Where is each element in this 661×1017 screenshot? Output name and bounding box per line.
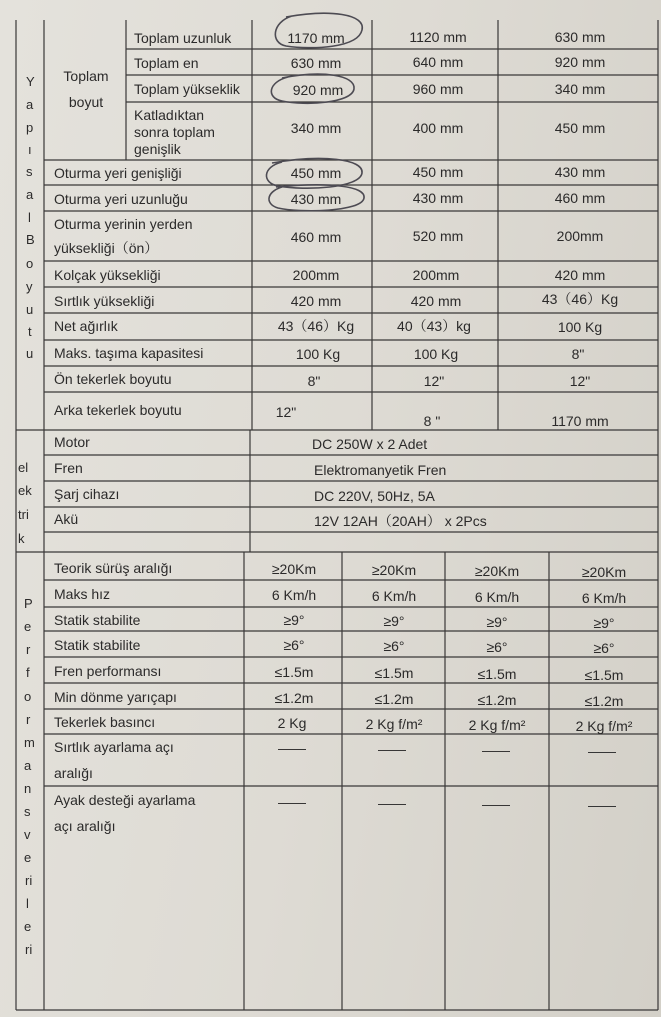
cell-value: —— [588, 797, 616, 813]
cell-value: 400 mm [412, 120, 464, 136]
cell-value: ≥6° [486, 639, 508, 655]
section-letter: ek [18, 483, 32, 498]
cell-value: 920 mm [554, 54, 606, 70]
section-letter: l [26, 896, 29, 911]
cell-value: 430 mm [290, 191, 342, 207]
cell-value: 200mm [412, 267, 460, 283]
row-label: Min dönme yarıçapı [54, 689, 177, 705]
section-letter: o [24, 689, 32, 704]
cell-value: 12V 12AH（20AH） x 2Pcs [314, 513, 487, 529]
cell-value: 6 Km/h [371, 588, 417, 604]
section-letter: k [18, 531, 25, 546]
section-letter: a [24, 758, 32, 773]
cell-value: 450 mm [290, 165, 342, 181]
row-label: Statik stabilite [54, 612, 141, 628]
row-label: Fren performansı [54, 663, 162, 679]
cell-value: ≤1.2m [477, 692, 517, 708]
section-letter: Y [26, 74, 35, 89]
cell-value: 630 mm [554, 29, 606, 45]
cell-value: —— [588, 743, 616, 759]
cell-value: 420 mm [410, 293, 462, 309]
row-label: Oturma yeri uzunluğu [54, 191, 188, 207]
cell-value: ≥20Km [371, 562, 417, 578]
cell-value: ≤1.5m [477, 666, 517, 682]
section-letter: e [24, 919, 32, 934]
cell-value: 100 Kg [413, 346, 459, 362]
section-letter: f [26, 665, 30, 680]
cell-value: 12" [423, 373, 445, 389]
section-letter: ri [25, 942, 33, 957]
cell-value: 420 mm [290, 293, 342, 309]
cell-value: ≤1.5m [374, 665, 414, 681]
cell-value: —— [378, 741, 406, 757]
cell-value: 6 Km/h [581, 590, 627, 606]
row-label: Maks. taşıma kapasitesi [54, 345, 204, 361]
row-label: Tekerlek basıncı [54, 714, 156, 730]
row-label-line1: Katladıktan [134, 107, 205, 123]
cell-value: ≤1.2m [274, 690, 314, 706]
section-letter: n [24, 781, 32, 796]
cell-value: 450 mm [554, 120, 606, 136]
cell-value: 420 mm [554, 267, 606, 283]
section-letter: s [26, 164, 33, 179]
cell-value: 12" [569, 373, 591, 389]
cell-value: 920 mm [292, 82, 344, 98]
cell-value: 960 mm [412, 81, 464, 97]
row-label-line1: Sırtlık ayarlama açı [54, 739, 174, 755]
row-label: Fren [54, 460, 83, 476]
cell-value: 430 mm [554, 164, 606, 180]
cell-value: 8" [307, 373, 321, 389]
row-label: Statik stabilite [54, 637, 141, 653]
row-label: Kolçak yüksekliği [54, 267, 161, 283]
section-letter: l [28, 210, 31, 225]
cell-value: ≥20Km [581, 564, 627, 580]
total-size-group-line1: Toplam [63, 68, 109, 84]
total-size-group-line2: boyut [68, 94, 104, 110]
row-label: Ön tekerlek boyutu [54, 371, 172, 387]
cell-value: —— [482, 796, 510, 812]
cell-value: ≥9° [486, 614, 508, 630]
cell-value: 630 mm [290, 55, 342, 71]
cell-value: ≤1.2m [374, 691, 414, 707]
cell-value: Elektromanyetik Fren [314, 462, 447, 478]
row-label: Toplam uzunluk [134, 30, 232, 46]
cell-value: 43（46）Kg [541, 291, 619, 307]
section-letter: B [26, 232, 35, 247]
cell-value: 2 Kg f/m² [365, 716, 423, 732]
cell-value: 640 mm [412, 54, 464, 70]
cell-value: 6 Km/h [271, 587, 317, 603]
cell-value: ≥20Km [474, 563, 520, 579]
cell-value: 340 mm [290, 120, 342, 136]
row-label: Arka tekerlek boyutu [54, 402, 182, 418]
cell-value: 2 Kg f/m² [575, 718, 633, 734]
cell-value: 6 Km/h [474, 589, 520, 605]
cell-value: ≥9° [383, 613, 405, 629]
cell-value: 460 mm [290, 229, 342, 245]
cell-value: 12" [275, 404, 297, 420]
section-letter: el [18, 460, 29, 475]
row-label-line2: açı aralığı [54, 818, 116, 834]
row-label: Şarj cihazı [54, 486, 120, 502]
cell-value: 8" [571, 346, 585, 362]
cell-value: DC 220V, 50Hz, 5A [314, 488, 435, 504]
cell-value: ≥6° [283, 637, 305, 653]
cell-value: 450 mm [412, 164, 464, 180]
cell-value: ≥9° [283, 612, 305, 628]
cell-value: ≤1.5m [274, 664, 314, 680]
cell-value: 43（46）Kg [277, 318, 355, 334]
cell-value: ≥6° [383, 638, 405, 654]
row-label: Toplam en [134, 55, 199, 71]
row-label-line2: yüksekliği（ön） [54, 240, 159, 256]
section-letter: y [26, 279, 33, 294]
section-letter: ri [25, 873, 33, 888]
row-label-line2: aralığı [54, 765, 93, 781]
cell-value: 1170 mm [551, 413, 609, 429]
cell-value: —— [278, 740, 306, 756]
cell-value: ≤1.5m [584, 667, 624, 683]
cell-value: DC 250W x 2 Adet [312, 436, 428, 452]
cell-value: 100 Kg [295, 346, 341, 362]
cell-value: 8 " [423, 413, 441, 429]
cell-value: 2 Kg [277, 715, 307, 731]
cell-value: 1170 mm [287, 30, 345, 46]
row-label: Net ağırlık [54, 318, 118, 334]
row-label: Toplam yükseklik [134, 81, 240, 97]
cell-value: ≥9° [593, 615, 615, 631]
section-letter: r [26, 712, 31, 727]
row-label: Motor [54, 434, 90, 450]
cell-value: 430 mm [412, 190, 464, 206]
cell-value: ≤1.2m [584, 693, 624, 709]
section-letter: e [24, 619, 32, 634]
cell-value: 100 Kg [557, 319, 603, 335]
section-letter: o [26, 256, 34, 271]
section-letter: r [26, 642, 31, 657]
cell-value: 340 mm [554, 81, 606, 97]
cell-value: 200mm [292, 267, 340, 283]
row-label: Sırtlık yüksekliği [54, 293, 155, 309]
cell-value: 200mm [556, 228, 604, 244]
section-letter: p [26, 120, 34, 135]
section-letter: a [26, 97, 34, 112]
row-label: Oturma yeri genişliği [54, 165, 182, 181]
section-letter: P [24, 596, 33, 611]
section-letter: tri [18, 507, 29, 522]
row-label-line3: genişlik [134, 141, 181, 157]
row-label-line1: Oturma yerinin yerden [54, 216, 193, 232]
row-label: Maks hız [54, 586, 111, 602]
cell-value: ≥20Km [271, 561, 317, 577]
section-letter: s [24, 804, 31, 819]
cell-value: 1120 mm [409, 29, 467, 45]
cell-value: 40（43）kg [397, 318, 471, 334]
row-label: Akü [54, 511, 79, 527]
row-label-line2: sonra toplam [134, 124, 215, 140]
cell-value: —— [378, 795, 406, 811]
section-letter: u [26, 346, 34, 361]
cell-value: 520 mm [412, 228, 464, 244]
cell-value: 2 Kg f/m² [468, 717, 526, 733]
section-letter: u [26, 302, 34, 317]
section-letter: m [24, 735, 35, 750]
cell-value: 460 mm [554, 190, 606, 206]
section-letter: t [28, 324, 32, 339]
section-letter: e [24, 850, 32, 865]
row-label-line1: Ayak desteği ayarlama [54, 792, 196, 808]
section-letter: a [26, 187, 34, 202]
cell-value: —— [278, 794, 306, 810]
cell-value: ≥6° [593, 640, 615, 656]
cell-value: —— [482, 742, 510, 758]
row-label: Teorik sürüş aralığı [54, 560, 173, 576]
section-letter: v [24, 827, 31, 842]
section-letter: ı [28, 142, 32, 157]
